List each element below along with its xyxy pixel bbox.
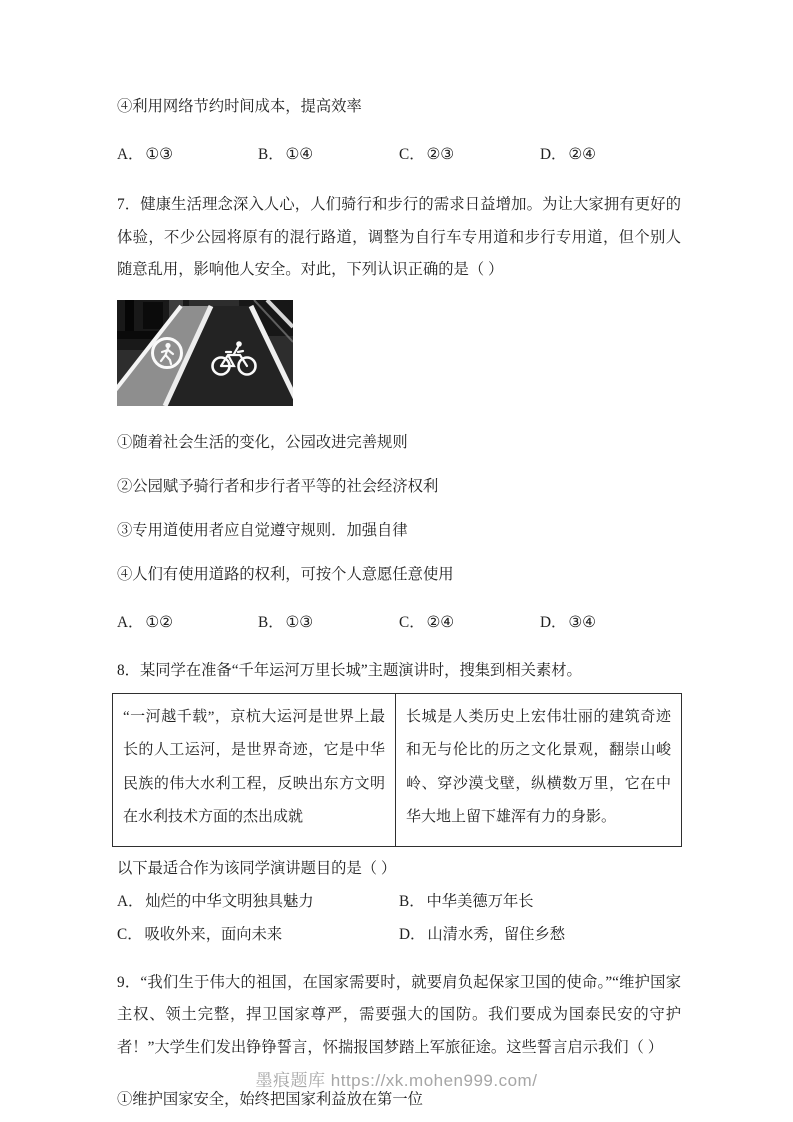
q8-options-row-2	[117, 924, 681, 945]
lane-photo	[117, 300, 293, 406]
q7-statement-1: ①随着社会生活的变化，公园改进完善规则	[117, 433, 408, 451]
q7-stem: 7．健康生活理念深入人心，人们骑行和步行的需求日益增加。为让大家拥有更好的体验，不少公园将原有的混行路道，调整为自行车专用道和步行专用道，但个别人随意乱用，影响他人安全。对此，下列认识正确的是（ ）	[117, 196, 681, 278]
footer-url-link[interactable]: https://xk.mohen999.com/	[330, 1071, 538, 1090]
q8-option-a: A． 灿烂的中华文明独具魅力	[117, 892, 314, 910]
q6-options-row	[117, 144, 681, 165]
q7-option-b: B． ①③	[258, 613, 313, 631]
q8-option-b: B． 中华美德万年长	[399, 892, 534, 910]
q8-material-table	[112, 693, 682, 847]
q6-option-b: B． ①④	[258, 146, 313, 163]
q8-option-c: C． 吸收外来，面向未来	[117, 925, 283, 943]
q8-table-cell-greatwall: 长城是人类历史上宏伟壮丽的建筑奇迹和无与伦比的历之文化景观，翻崇山峻岭、穿沙漠戈壁，纵横数万里，它在中华大地上留下雄浑有力的身影。	[396, 693, 682, 846]
q7-statement-2: ②公园赋予骑行者和步行者平等的社会经济权利	[117, 477, 439, 495]
footer-site-name: 墨痕题库	[255, 1071, 326, 1090]
q6-option-a: A． ①③	[117, 146, 173, 163]
q8-table-cell-canal: “一河越千载”，京杭大运河是世界上最长的人工运河，是世界奇迹，它是中华民族的伟大水利工程，反映出东方文明在水利技术方面的杰出成就	[113, 693, 396, 846]
q7-statement-4: ④人们有使用道路的权利，可按个人意愿任意使用	[117, 565, 454, 583]
footer	[0, 1066, 793, 1091]
q7-option-c: C． ②④	[399, 613, 454, 631]
q9-stem: 9．“我们生于伟大的祖国，在国家需要时，就要肩负起保家卫国的使命。”“维护国家主权、领土完整，捍卫国家尊严，需要强大的国防。我们要成为国泰民安的守护者！”大学生们发出铮铮誓言，怀揣报国梦踏上军旅征途。这些誓言启示我们（ ）	[117, 973, 681, 1056]
q7-statement-3: ③专用道使用者应自觉遵守规则．加强自律	[117, 521, 408, 539]
q8-option-d: D． 山清水秀，留住乡愁	[399, 925, 566, 943]
table-row	[113, 693, 682, 846]
q8-stem: 8．某同学在准备“千年运河万里长城”主题演讲时，搜集到相关素材。	[117, 661, 582, 679]
q7-options-row	[117, 612, 681, 633]
q7-option-d: D． ③④	[540, 613, 596, 631]
exam-page-content	[117, 0, 681, 1110]
q6-option-c: C． ②③	[399, 146, 454, 163]
q6-option-d: D． ②④	[540, 146, 596, 163]
q8-question: 以下最适合作为该同学演讲题目的是（ ）	[117, 859, 397, 877]
q8-options-row-1	[117, 891, 681, 912]
q7-option-a: A． ①②	[117, 613, 173, 631]
q6-statement-4: ④利用网络节约时间成本，提高效率	[117, 98, 362, 115]
q9-statement-1: ①维护国家安全，始终把国家利益放在第一位	[117, 1091, 423, 1108]
